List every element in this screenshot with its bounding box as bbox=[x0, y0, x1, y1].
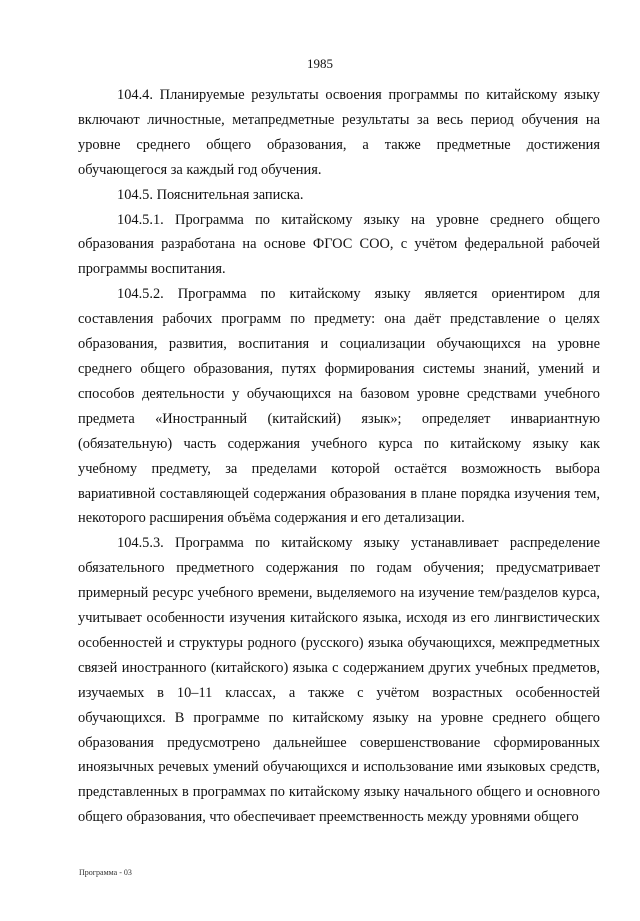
paragraph-104-4: 104.4. Планируемые результаты освоения программы по китайскому языку включают личностные, метапредметные результаты за весь период обучения на уровне среднего общего образования, а также предметные достижения обучающегося за каждый год обучения. bbox=[78, 87, 600, 178]
paragraph-104-5-2: 104.5.2. Программа по китайскому языку является ориентиром для составления рабочих программ по предмету: она даёт представление о целях образования, развития, воспитания и социализации обучающихся на уровне среднего общего образования, путях формирования системы знаний, умений и способов деятельности у обучающихся на базовом уровне средствами учебного предмета «Иностранный (китайский) язык»; определяет инвариантную (обязательную) часть содержания учебного курса по китайскому языку как учебному предмету, за пределами которой остаётся возможность выбора вариативной составляющей содержания образования в плане порядка изучения тем, некоторого расширения объёма содержания и его детализации. bbox=[78, 286, 600, 527]
paragraph-104-5-3: 104.5.3. Программа по китайскому языку устанавливает распределение обязательного предметного содержания по годам обучения; предусматривает примерный ресурс учебного времени, выделяемого на изучение тем/разделов курса, учитывает особенности изучения китайского языка, исходя из его лингвистических особенностей и структуры родного (русского) языка обучающихся, межпредметных связей иностранного (китайского) языка с содержанием других учебных предметов, изучаемых в 10–11 классах, а также с учётом возрастных особенностей обучающихся. В программе по китайскому языку на уровне среднего общего образования предусмотрено дальнейшее совершенствование сформированных иноязычных речевых умений обучающихся и использование ими языковых средств, представленных в программах по китайскому языку начального общего и основного общего образования, что обеспечивает преемственность между уровнями общего bbox=[78, 535, 600, 826]
paragraph-104-5-1: 104.5.1. Программа по китайскому языку на уровне среднего общего образования разработана на основе ФГОС СОО, с учётом федеральной рабочей программы воспитания. bbox=[78, 211, 600, 278]
page-footer: Программа - 03 bbox=[79, 868, 132, 877]
body-text bbox=[78, 83, 600, 830]
paragraph-104-5: 104.5. Пояснительная записка. bbox=[117, 186, 304, 203]
page-number: 1985 bbox=[307, 56, 333, 71]
